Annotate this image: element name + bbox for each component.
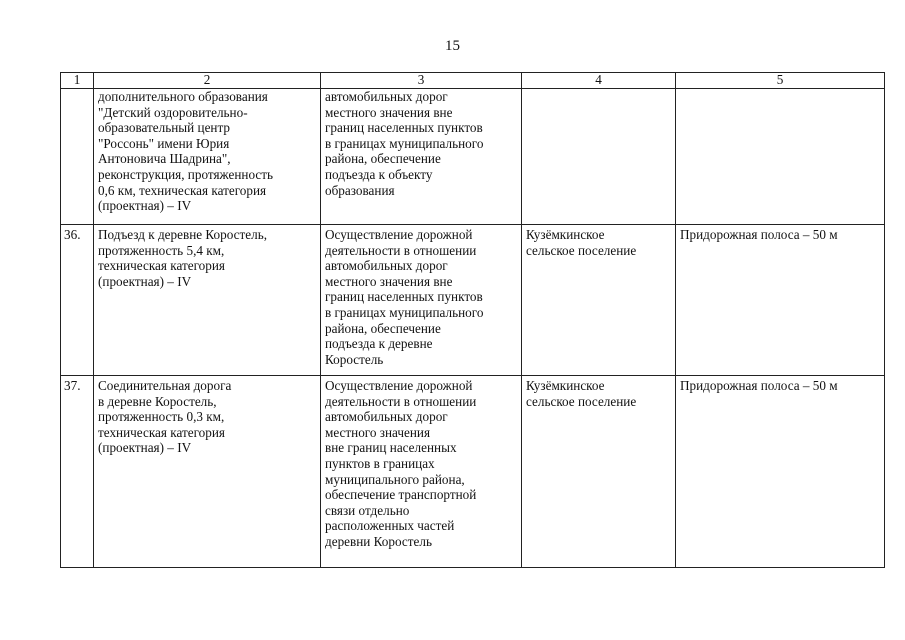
zone-cell: Придорожная полоса – 50 м — [676, 225, 885, 376]
column-header-3: 3 — [321, 73, 522, 89]
table-row — [61, 225, 885, 376]
object-name-cell: Соединительная дорога в деревне Коростель, протяженность 0,3 км, техническая категория (проектная) – IV — [94, 376, 321, 568]
column-header-2: 2 — [94, 73, 321, 89]
column-header-5: 5 — [676, 73, 885, 89]
table-header-row — [61, 73, 885, 89]
row-number: 36. — [61, 225, 94, 376]
page-number: 15 — [445, 38, 460, 54]
object-name-cell: дополнительного образования "Детский оздоровительно- образовательный центр "Россонь" имени Юрия Антоновича Шадрина", реконструкция, протяженность 0,6 км, техническая категория (проектная) – IV — [94, 89, 321, 225]
zone-cell — [676, 89, 885, 225]
purpose-cell: Осуществление дорожной деятельности в отношении автомобильных дорог местного значения вне границ населенных пунктов в границах муниципального района, обеспечение транспортной связи отдельно расположенных частей деревни Коростель — [321, 376, 522, 568]
row-number — [61, 89, 94, 225]
table-row — [61, 89, 885, 225]
settlement-cell: Кузёмкинское сельское поселение — [522, 225, 676, 376]
column-header-1: 1 — [61, 73, 94, 89]
document-table — [60, 72, 885, 568]
zone-cell: Придорожная полоса – 50 м — [676, 376, 885, 568]
column-header-4: 4 — [522, 73, 676, 89]
table-row — [61, 376, 885, 568]
purpose-cell: автомобильных дорог местного значения вне границ населенных пунктов в границах муниципального района, обеспечение подъезда к объекту образования — [321, 89, 522, 225]
purpose-cell: Осуществление дорожной деятельности в отношении автомобильных дорог местного значения вне границ населенных пунктов в границах муниципального района, обеспечение подъезда к деревне Коростель — [321, 225, 522, 376]
settlement-cell — [522, 89, 676, 225]
object-name-cell: Подъезд к деревне Коростель, протяженность 5,4 км, техническая категория (проектная) – IV — [94, 225, 321, 376]
row-number: 37. — [61, 376, 94, 568]
settlement-cell: Кузёмкинское сельское поселение — [522, 376, 676, 568]
